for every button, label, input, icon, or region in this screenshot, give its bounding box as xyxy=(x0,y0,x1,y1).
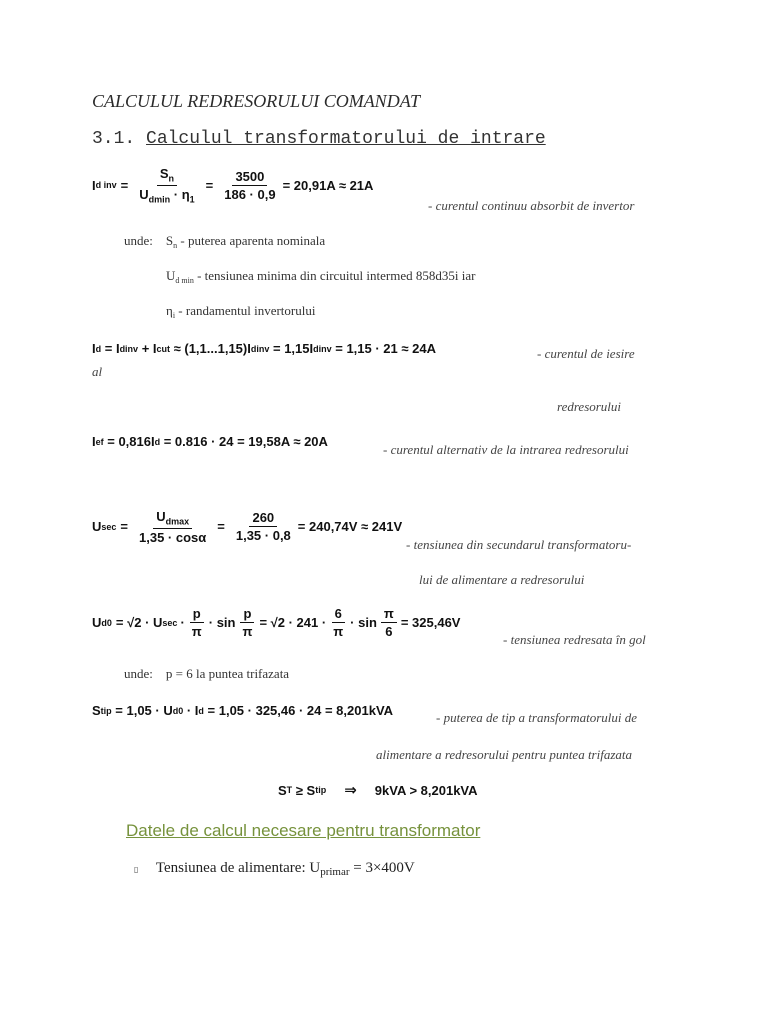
bullet-supply-voltage: ▯ Tensiunea de alimentare: $U_{primar} = 3\times 400V$ xyxy=(134,860,415,878)
definition-efficiency: $\eta_i$ - randamentul invertorului xyxy=(166,303,316,320)
description-output-current: - curentul de iesire xyxy=(537,346,635,361)
where-clause-1: unde: $S_n$ - puterea aparenta nominala xyxy=(124,233,326,250)
bullet-icon: ▯ xyxy=(134,865,139,874)
description-ac-current: - curentul alternativ de la intrarea redresorului xyxy=(383,442,629,457)
description-output-current-end: redresorului xyxy=(557,399,622,414)
section-title: Calculul transformatorului de intrare xyxy=(146,129,546,149)
equation-inverter-current: I d inv = $\frac{S_n}{U_{dmin} \cdot \eta_1}$ = $\frac{3500}{186 \cdot 0,9}$ = 20,91A ≈ 21A xyxy=(92,166,374,205)
equation-power-check: S T ≥ S tip ⇒ 9kVA > 8,201kVA xyxy=(278,782,478,799)
equation-rectified-voltage: U d0 = √2 · U sec · $\frac{p}{\pi}$ · sin $\frac{p}{\pi}$ = √2 · 241 · $\frac{6}{\pi}$ · sin $\frac{\pi}{6}$ = 325,46V xyxy=(92,606,461,639)
where-clause-2: unde: p = 6 la puntea trifazata xyxy=(124,666,290,681)
document-title: CALCULUL REDRESORULUI COMANDAT xyxy=(92,91,421,111)
description-type-power: - puterea de tip a transformatorului de xyxy=(436,710,638,725)
equation-secondary-voltage: U sec = $\frac{U_{dmax}}{1,35 \cdot \cos\alpha}$ = $\frac{260}{1,35 \cdot 0,8}$ = 240,74V ≈ 241V xyxy=(92,509,403,545)
section-number: 3.1. xyxy=(92,129,136,149)
description-type-power-cont: alimentare a redresorului pentru puntea trifazata xyxy=(376,747,633,762)
equation-type-power: S tip = 1,05 · U d0 · I d = 1,05 · 325,46 · 24 = 8,201kVA xyxy=(92,703,394,718)
section-heading xyxy=(92,129,546,149)
description-secondary-voltage-cont: lui de alimentare a redresorului xyxy=(419,572,585,587)
equation-ac-current: I ef = 0,816I d = 0.816 · 24 = 19,58A ≈ 20A xyxy=(92,434,328,449)
definition-udmin: $U_{d min}$ - tensiunea minima din circuitul intermed 858d35i iar xyxy=(166,268,476,285)
description-rectified-voltage: - tensiunea redresata în gol xyxy=(503,632,646,647)
description-inverter-current: - curentul continuu absorbit de invertor xyxy=(428,198,635,213)
description-output-current-cont: al xyxy=(92,364,103,379)
transformer-data-heading: Datele de calcul necesare pentru transformator xyxy=(126,821,481,840)
equation-output-current: I d = I dinv + I cut ≈ (1,1...1,15)I dinv = 1,15I dinv = 1,15 · 21 ≈ 24A xyxy=(92,341,436,356)
description-secondary-voltage: - tensiunea din secundarul transformatoru- xyxy=(406,537,632,552)
